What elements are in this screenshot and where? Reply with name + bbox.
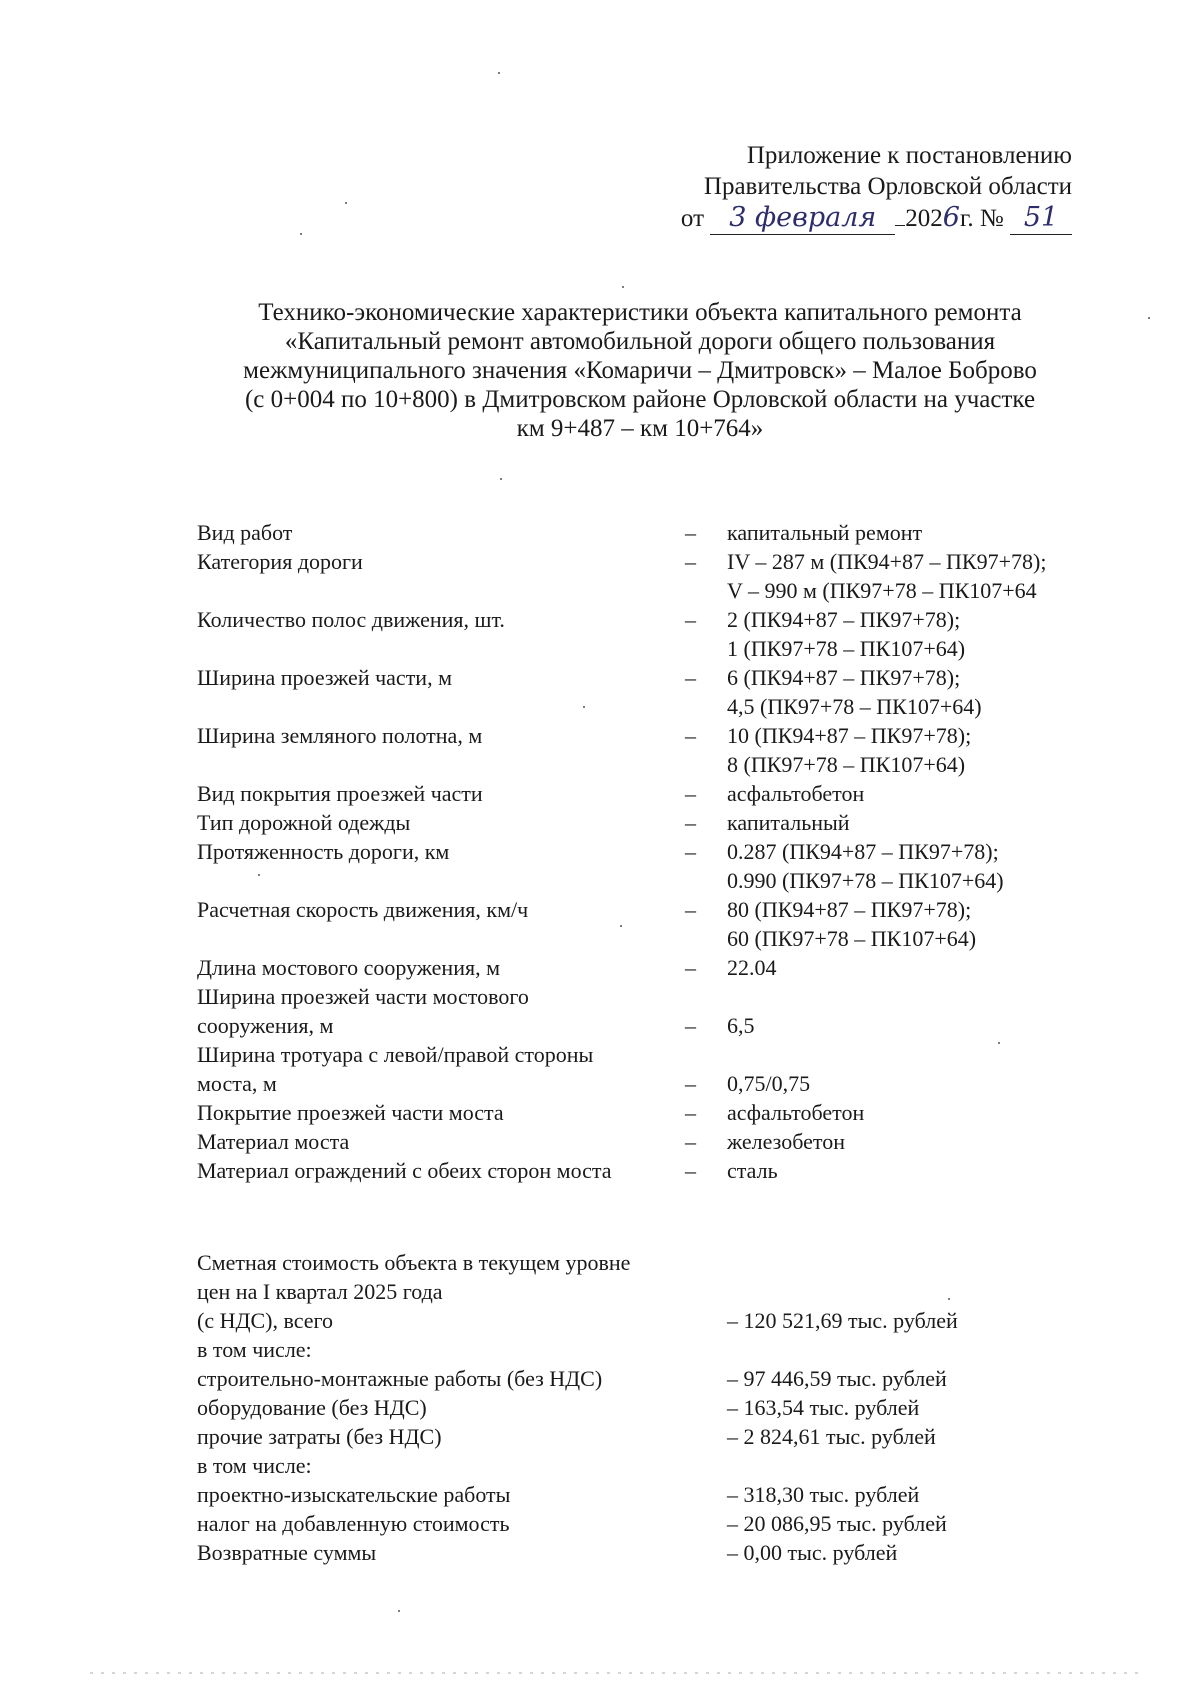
spec-dash: – (685, 897, 696, 922)
title-line-4: (с 0+004 по 10+800) в Дмитровском районе Орловской области на участке (244, 386, 1036, 413)
cost-heading-2: цен на I квартал 2025 года (197, 1279, 443, 1304)
cost-total-label: (с НДС), всего (197, 1308, 334, 1333)
cost-label: прочие затраты (без НДС) (197, 1424, 442, 1449)
spec-value-line: 0.287 (ПК94+87 – ПК97+78); (727, 839, 999, 864)
cost-value: – 20 086,95 тыс. рублей (727, 1511, 947, 1536)
cost-value: – 2 824,61 тыс. рублей (727, 1424, 936, 1449)
spec-label-line-2-row (197, 1069, 1117, 1098)
cost-label: налог на добавленную стоимость (197, 1511, 510, 1536)
spec-label-line-2: сооружения, м (197, 1013, 334, 1038)
title-line-1: Технико-экономические характеристики объекта капитального ремонта (258, 299, 1022, 326)
spec-value-line: 22.04 (727, 955, 777, 980)
spec-value-line: V – 990 м (ПК97+78 – ПК107+64 (727, 578, 1037, 603)
spec-dash: – (685, 781, 696, 806)
cost-row (197, 1480, 1117, 1509)
spec-value: асфальтобетон (727, 1100, 865, 1125)
spec-row (197, 895, 1117, 953)
cost-row (197, 1364, 1117, 1393)
spec-value-line: капитальный ремонт (727, 520, 923, 545)
spec-value: 0,75/0,75 (727, 1071, 811, 1096)
scan-speck (622, 286, 624, 288)
spec-dash: – (685, 839, 696, 864)
cost-label: Возвратные суммы (197, 1540, 377, 1565)
cost-total-row (197, 1306, 1117, 1335)
spec-value-line: 2 (ПК94+87 – ПК97+78); (727, 607, 961, 632)
scan-edge-noise (90, 1672, 1140, 1674)
spec-row (197, 1098, 1117, 1127)
spec-value (727, 721, 1117, 779)
spec-row (197, 1156, 1117, 1185)
spec-value (727, 663, 1117, 721)
spec-dash: – (685, 607, 696, 632)
scan-speck (620, 925, 622, 927)
spec-value (727, 808, 1117, 837)
title-line-5: км 9+487 – км 10+764» (516, 415, 764, 442)
spec-dash: – (685, 1129, 696, 1154)
scan-speck (583, 706, 585, 708)
scan-speck (1148, 317, 1150, 319)
spec-row-two-line (197, 1040, 1117, 1098)
scan-speck (500, 478, 502, 480)
spec-value-line: 8 (ПК97+78 – ПК107+64) (727, 752, 966, 777)
spec-value (727, 895, 1117, 953)
scan-speck (948, 1298, 950, 1300)
spec-value-line: 60 (ПК97+78 – ПК107+64) (727, 926, 977, 951)
handwritten-number-field (1010, 202, 1072, 235)
cost-label: оборудование (без НДС) (197, 1395, 427, 1420)
spec-label-line-1: Ширина проезжей части мостового (197, 984, 529, 1009)
date-underline-gap (895, 225, 905, 226)
approval-block (681, 140, 1072, 235)
cost-label: проектно-изыскательские работы (197, 1482, 511, 1507)
spec-label: Покрытие проезжей части моста (197, 1100, 504, 1125)
spec-label-line-2: моста, м (197, 1071, 277, 1096)
approval-date-line (681, 202, 1072, 235)
spec-row (197, 721, 1117, 779)
including-label: в том числе: (197, 1337, 312, 1362)
cost-value: – 163,54 тыс. рублей (727, 1395, 920, 1420)
spec-value-line: асфальтобетон (727, 781, 865, 806)
spec-value (727, 605, 1117, 663)
spec-value-line: капитальный (727, 810, 850, 835)
specs-list (197, 518, 1117, 1185)
spec-label: Протяженность дороги, км (197, 839, 450, 864)
spec-label: Расчетная скорость движения, км/ч (197, 897, 529, 922)
spec-label: Вид работ (197, 520, 293, 545)
spec-value: железобетон (727, 1129, 846, 1154)
spec-value (727, 518, 1117, 547)
spec-dash: – (685, 1100, 696, 1125)
spec-row (197, 779, 1117, 808)
handwritten-date: 3 февраля (729, 202, 877, 233)
spec-label: Материал ограждений с обеих сторон моста (197, 1158, 612, 1183)
document-title (190, 298, 1090, 443)
scan-speck (498, 72, 500, 74)
spec-label: Вид покрытия проезжей части (197, 781, 483, 806)
cost-heading-1: Сметная стоимость объекта в текущем уровне (197, 1250, 631, 1275)
spec-row (197, 1127, 1117, 1156)
spec-label-line-2-row (197, 1011, 1117, 1040)
spec-label: Тип дорожной одежды (197, 810, 411, 835)
cost-row (197, 1509, 1117, 1538)
spec-row (197, 663, 1117, 721)
spec-value-line: 0.990 (ПК97+78 – ПК107+64) (727, 868, 1004, 893)
spec-value-line: 4,5 (ПК97+78 – ПК107+64) (727, 694, 982, 719)
year-number-suffix: г. № (959, 205, 1004, 232)
cost-value: – 0,00 тыс. рублей (727, 1540, 898, 1565)
spec-label: Категория дороги (197, 549, 363, 574)
spec-dash: – (685, 665, 696, 690)
scan-speck (258, 874, 260, 876)
spec-label: Длина мостового сооружения, м (197, 955, 501, 980)
spec-dash: – (685, 549, 696, 574)
spec-row (197, 547, 1117, 605)
spec-row (197, 605, 1117, 663)
spec-row (197, 808, 1117, 837)
from-prefix: от (680, 205, 705, 232)
spec-value (727, 779, 1117, 808)
spec-value-line: 6 (ПК94+87 – ПК97+78); (727, 665, 961, 690)
spec-label-line-1-row (197, 982, 1117, 1011)
cost-row (197, 1393, 1117, 1422)
spec-dash: – (685, 810, 696, 835)
spec-dash: – (685, 723, 696, 748)
spec-dash: – (685, 955, 696, 980)
spec-value: 6,5 (727, 1013, 755, 1038)
spec-row (197, 837, 1117, 895)
scan-speck (998, 1042, 1000, 1044)
spec-label: Материал моста (197, 1129, 350, 1154)
spec-label: Ширина земляного полотна, м (197, 723, 483, 748)
cost-label: строительно-монтажные работы (без НДС) (197, 1366, 603, 1391)
approval-line-1: Приложение к постановлению (746, 142, 1072, 169)
scan-speck (345, 202, 347, 204)
scan-speck (300, 233, 302, 235)
spec-value-line: IV – 287 м (ПК94+87 – ПК97+78); (727, 549, 1047, 574)
spec-row (197, 518, 1117, 547)
spec-dash: – (685, 1071, 696, 1096)
cost-section (197, 1248, 1117, 1567)
cost-row (197, 1422, 1117, 1451)
title-line-2: «Капитальный ремонт автомобильной дороги общего пользования (284, 328, 996, 355)
spec-value (727, 953, 1117, 982)
spec-label: Количество полос движения, шт. (197, 607, 505, 632)
approval-line-2: Правительства Орловской области (703, 173, 1072, 200)
handwritten-number: 51 (1023, 202, 1059, 233)
spec-value (727, 547, 1117, 605)
spec-label-line-1: Ширина тротуара с левой/правой стороны (197, 1042, 594, 1067)
spec-label-line-1-row (197, 1040, 1117, 1069)
spec-dash: – (685, 1158, 696, 1183)
spec-value-line: 1 (ПК97+78 – ПК107+64) (727, 636, 966, 661)
cost-total-value: – 120 521,69 тыс. рублей (727, 1308, 958, 1333)
spec-dash: – (685, 1013, 696, 1038)
title-line-3: межмуниципального значения «Комаричи – Дмитровск» – Малое Боброво (243, 357, 1037, 384)
spec-row-two-line (197, 982, 1117, 1040)
spec-value-line: 80 (ПК94+87 – ПК97+78); (727, 897, 972, 922)
year-handwritten: 6 (942, 202, 960, 233)
year-printed: 202 (905, 205, 943, 232)
cost-row (197, 1538, 1117, 1567)
cost-value: – 318,30 тыс. рублей (727, 1482, 920, 1507)
spec-dash: – (685, 520, 696, 545)
spec-value: сталь (727, 1158, 778, 1183)
scan-speck (398, 1610, 400, 1612)
spec-label: Ширина проезжей части, м (197, 665, 452, 690)
handwritten-date-field (710, 202, 895, 235)
cost-value: – 97 446,59 тыс. рублей (727, 1366, 947, 1391)
spec-row (197, 953, 1117, 982)
including-label: в том числе: (197, 1453, 312, 1478)
spec-value (727, 837, 1117, 895)
spec-value-line: 10 (ПК94+87 – ПК97+78); (727, 723, 972, 748)
